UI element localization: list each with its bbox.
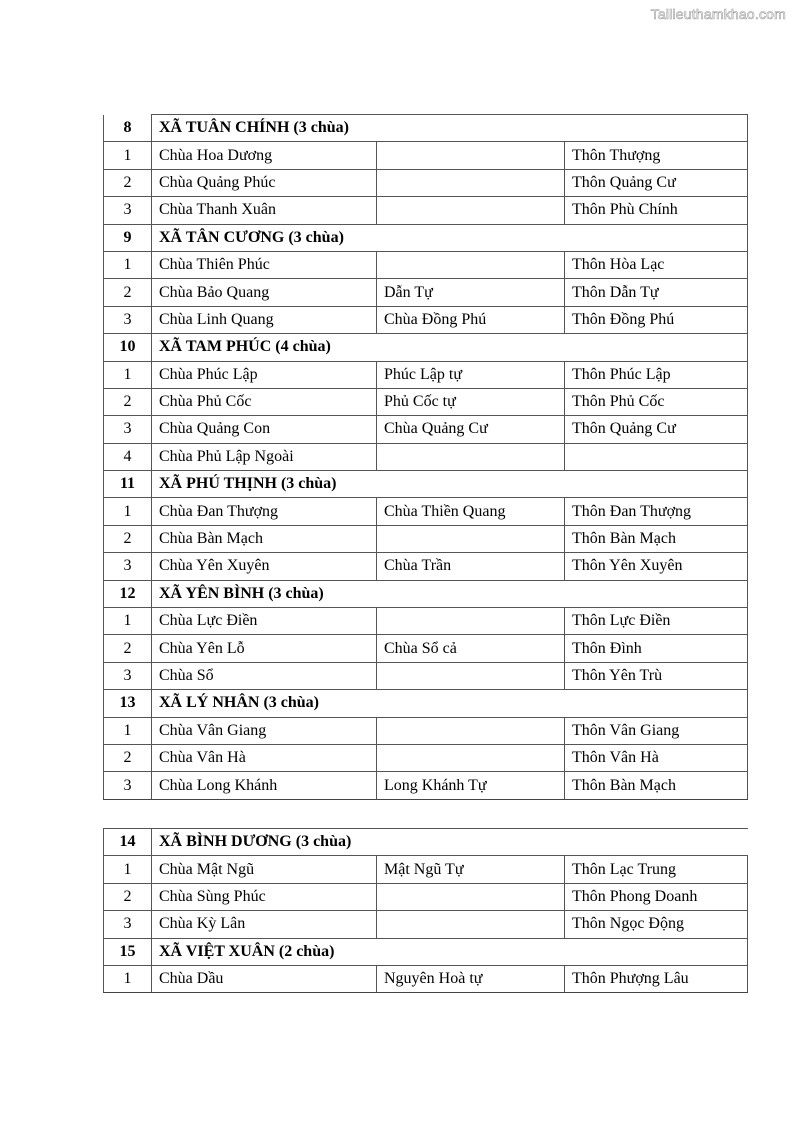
- row-number: 2: [104, 883, 152, 910]
- temple-name: Chùa Linh Quang: [152, 306, 377, 333]
- row-number: 1: [104, 856, 152, 883]
- temple-name: Chùa Quảng Phúc: [152, 169, 377, 196]
- temple-alt-name: [377, 911, 565, 938]
- temple-village: Thôn Đình: [565, 635, 748, 662]
- temple-village: Thôn Phượng Lâu: [565, 965, 748, 992]
- temple-table-continued: [103, 828, 748, 993]
- temple-alt-name: [377, 525, 565, 552]
- row-number: 3: [104, 197, 152, 224]
- temple-village: Thôn Phù Chính: [565, 197, 748, 224]
- temple-row: [104, 772, 748, 799]
- temple-row: [104, 856, 748, 883]
- temple-row: [104, 388, 748, 415]
- temple-alt-name: Phủ Cốc tự: [377, 388, 565, 415]
- temple-name: Chùa Vân Giang: [152, 717, 377, 744]
- temple-village: Thôn Thượng: [565, 142, 748, 169]
- commune-number: 14: [104, 829, 152, 856]
- temple-alt-name: Chùa Sổ cả: [377, 635, 565, 662]
- temple-alt-name: [377, 169, 565, 196]
- row-number: 1: [104, 608, 152, 635]
- temple-row: [104, 498, 748, 525]
- row-number: 1: [104, 498, 152, 525]
- row-number: 2: [104, 525, 152, 552]
- commune-title: XÃ YÊN BÌNH (3 chùa): [152, 580, 748, 607]
- temple-row: [104, 525, 748, 552]
- commune-number: 13: [104, 690, 152, 717]
- temple-name: Chùa Phủ Cốc: [152, 388, 377, 415]
- commune-number: 12: [104, 580, 152, 607]
- temple-alt-name: Chùa Thiền Quang: [377, 498, 565, 525]
- temple-alt-name: Phúc Lập tự: [377, 361, 565, 388]
- row-number: 2: [104, 635, 152, 662]
- row-number: 2: [104, 169, 152, 196]
- commune-header-row: [104, 938, 748, 965]
- temple-alt-name: [377, 142, 565, 169]
- temple-alt-name: [377, 608, 565, 635]
- commune-title: XÃ TUÂN CHÍNH (3 chùa): [152, 115, 748, 142]
- row-number: 4: [104, 443, 152, 470]
- temple-name: Chùa Đan Thượng: [152, 498, 377, 525]
- row-number: 2: [104, 279, 152, 306]
- temple-name: Chùa Thiên Phúc: [152, 251, 377, 278]
- commune-header-row: [104, 115, 748, 142]
- commune-number: 9: [104, 224, 152, 251]
- row-number: 1: [104, 251, 152, 278]
- row-number: 3: [104, 553, 152, 580]
- temple-name: Chùa Bảo Quang: [152, 279, 377, 306]
- temple-alt-name: [377, 744, 565, 771]
- temple-alt-name: [377, 662, 565, 689]
- temple-alt-name: [377, 443, 565, 470]
- row-number: 3: [104, 416, 152, 443]
- temple-village: Thôn Lạc Trung: [565, 856, 748, 883]
- temple-village: Thôn Ngọc Động: [565, 911, 748, 938]
- temple-row: [104, 717, 748, 744]
- temple-village: Thôn Hòa Lạc: [565, 251, 748, 278]
- row-number: 1: [104, 142, 152, 169]
- commune-title: XÃ BÌNH DƯƠNG (3 chùa): [152, 829, 748, 856]
- temple-name: Chùa Dầu: [152, 965, 377, 992]
- temple-alt-name: Mật Ngũ Tự: [377, 856, 565, 883]
- commune-title: XÃ VIỆT XUÂN (2 chùa): [152, 938, 748, 965]
- temple-row: [104, 662, 748, 689]
- temple-name: Chùa Lực Điền: [152, 608, 377, 635]
- temple-name: Chùa Hoa Dương: [152, 142, 377, 169]
- temple-name: Chùa Kỳ Lân: [152, 911, 377, 938]
- temple-village: Thôn Lực Điền: [565, 608, 748, 635]
- temple-alt-name: [377, 251, 565, 278]
- row-number: 2: [104, 744, 152, 771]
- commune-title: XÃ TAM PHÚC (4 chùa): [152, 334, 748, 361]
- temple-row: [104, 361, 748, 388]
- temple-name: Chùa Yên Lỗ: [152, 635, 377, 662]
- temple-name: Chùa Sổ: [152, 662, 377, 689]
- temple-name: Chùa Thanh Xuân: [152, 197, 377, 224]
- temple-row: [104, 279, 748, 306]
- temple-name: Chùa Phúc Lập: [152, 361, 377, 388]
- temple-alt-name: Dẫn Tự: [377, 279, 565, 306]
- commune-title: XÃ LÝ NHÂN (3 chùa): [152, 690, 748, 717]
- temple-row: [104, 911, 748, 938]
- commune-number: 11: [104, 471, 152, 498]
- temple-village: Thôn Dẫn Tự: [565, 279, 748, 306]
- temple-alt-name: [377, 883, 565, 910]
- temple-row: [104, 142, 748, 169]
- temple-name: Chùa Sùng Phúc: [152, 883, 377, 910]
- temple-alt-name: [377, 717, 565, 744]
- temple-row: [104, 416, 748, 443]
- temple-row: [104, 553, 748, 580]
- row-number: 3: [104, 662, 152, 689]
- temple-row: [104, 169, 748, 196]
- temple-village: Thôn Yên Xuyên: [565, 553, 748, 580]
- temple-row: [104, 197, 748, 224]
- temple-village: Thôn Yên Trù: [565, 662, 748, 689]
- temple-name: Chùa Bàn Mạch: [152, 525, 377, 552]
- temple-village: Thôn Phủ Cốc: [565, 388, 748, 415]
- temple-alt-name: [377, 197, 565, 224]
- row-number: 1: [104, 361, 152, 388]
- temple-alt-name: Long Khánh Tự: [377, 772, 565, 799]
- temple-table: [103, 114, 748, 800]
- temple-row: [104, 744, 748, 771]
- temple-village: Thôn Bàn Mạch: [565, 772, 748, 799]
- temple-name: Chùa Phủ Lập Ngoài: [152, 443, 377, 470]
- temple-row: [104, 251, 748, 278]
- commune-header-row: [104, 690, 748, 717]
- temple-village: [565, 443, 748, 470]
- commune-number: 10: [104, 334, 152, 361]
- row-number: 3: [104, 911, 152, 938]
- commune-title: XÃ TÂN CƯƠNG (3 chùa): [152, 224, 748, 251]
- commune-number: 8: [104, 115, 152, 142]
- temple-row: [104, 608, 748, 635]
- row-number: 1: [104, 965, 152, 992]
- temple-row: [104, 883, 748, 910]
- temple-village: Thôn Vân Hà: [565, 744, 748, 771]
- temple-village: Thôn Đan Thượng: [565, 498, 748, 525]
- temple-alt-name: Chùa Trần: [377, 553, 565, 580]
- commune-title: XÃ PHÚ THỊNH (3 chùa): [152, 471, 748, 498]
- temple-name: Chùa Mật Ngũ: [152, 856, 377, 883]
- temple-row: [104, 965, 748, 992]
- temple-village: Thôn Quảng Cư: [565, 169, 748, 196]
- temple-row: [104, 635, 748, 662]
- temple-village: Thôn Quảng Cư: [565, 416, 748, 443]
- commune-header-row: [104, 224, 748, 251]
- temple-village: Thôn Bàn Mạch: [565, 525, 748, 552]
- row-number: 2: [104, 388, 152, 415]
- temple-row: [104, 306, 748, 333]
- row-number: 1: [104, 717, 152, 744]
- commune-number: 15: [104, 938, 152, 965]
- temple-village: Thôn Phúc Lập: [565, 361, 748, 388]
- temple-alt-name: Chùa Đồng Phú: [377, 306, 565, 333]
- temple-name: Chùa Long Khánh: [152, 772, 377, 799]
- temple-name: Chùa Vân Hà: [152, 744, 377, 771]
- temple-alt-name: Chùa Quảng Cư: [377, 416, 565, 443]
- temple-row: [104, 443, 748, 470]
- temple-name: Chùa Yên Xuyên: [152, 553, 377, 580]
- row-number: 3: [104, 772, 152, 799]
- temple-name: Chùa Quảng Con: [152, 416, 377, 443]
- commune-header-row: [104, 334, 748, 361]
- temple-alt-name: Nguyên Hoà tự: [377, 965, 565, 992]
- temple-village: Thôn Đồng Phú: [565, 306, 748, 333]
- commune-header-row: [104, 829, 748, 856]
- row-number: 3: [104, 306, 152, 333]
- commune-header-row: [104, 580, 748, 607]
- watermark: Tailieuthamkhao.com: [650, 6, 786, 22]
- commune-header-row: [104, 471, 748, 498]
- temple-village: Thôn Phong Doanh: [565, 883, 748, 910]
- temple-village: Thôn Vân Giang: [565, 717, 748, 744]
